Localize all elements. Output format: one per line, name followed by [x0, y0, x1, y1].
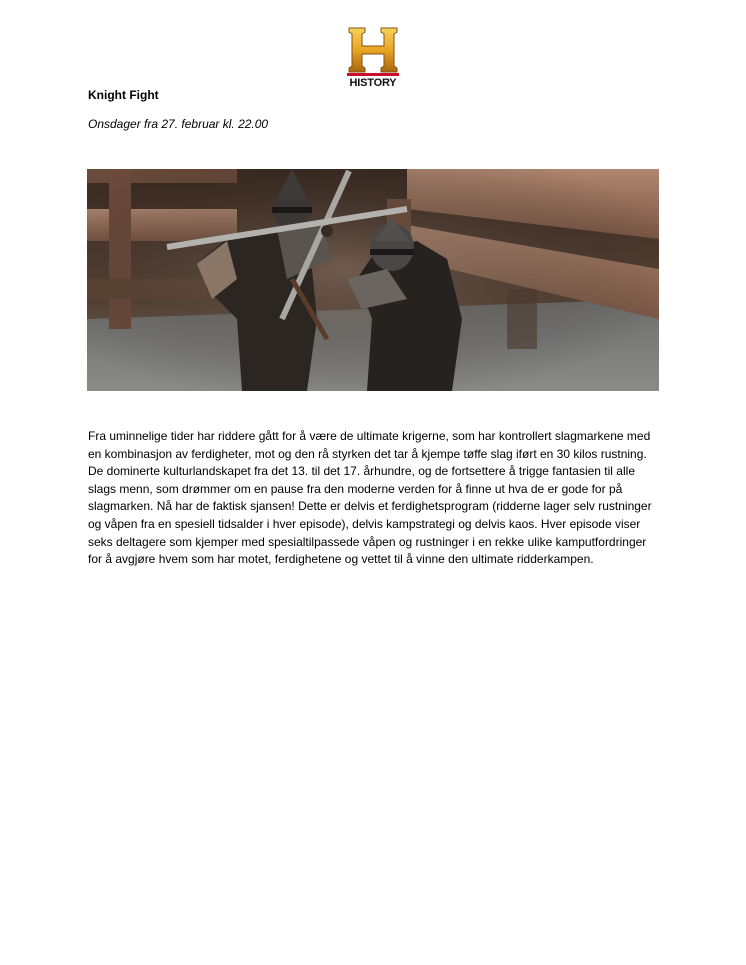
history-wordmark: HISTORY — [349, 77, 397, 89]
history-h-icon — [343, 26, 403, 76]
program-title: Knight Fight — [88, 88, 159, 102]
knight-fight-photo — [87, 169, 659, 391]
program-schedule: Onsdager fra 27. februar kl. 22.00 — [88, 117, 269, 131]
history-logo — [343, 26, 403, 90]
program-description: Fra uminnelige tider har riddere gått for å være de ultimate krigerne, som har kontrollert slagmarkene med en kombinasjon av ferdigheter, mot og den rå styrken det tar å kjempe tøffe slag iført en 30 kilos rustning. De dominerte kulturlandskapet fra det 13. til det 17. århundre, og de fortsettere å trigge fantasien til alle slags menn, som drømmer om en pause fra den moderne verden for å finne ut hva de er gode for på slagmarken. Nå har de faktisk sjansen! Dette er delvis et ferdighetsprogram (ridderne lager selv rustninger og våpen fra en spesiell tidsalder i hver episode), delvis kampstrategi og delvis kaos. Hver episode viser seks deltagere som kjemper med spesialtilpassede våpen og rustninger i en rekke ulike kamputfordringer for å avgjøre hvem som har motet, ferdighetene og vettet til å vinne den ultimate ridderkampen. — [88, 429, 652, 567]
knight-fight-illustration — [87, 169, 659, 391]
